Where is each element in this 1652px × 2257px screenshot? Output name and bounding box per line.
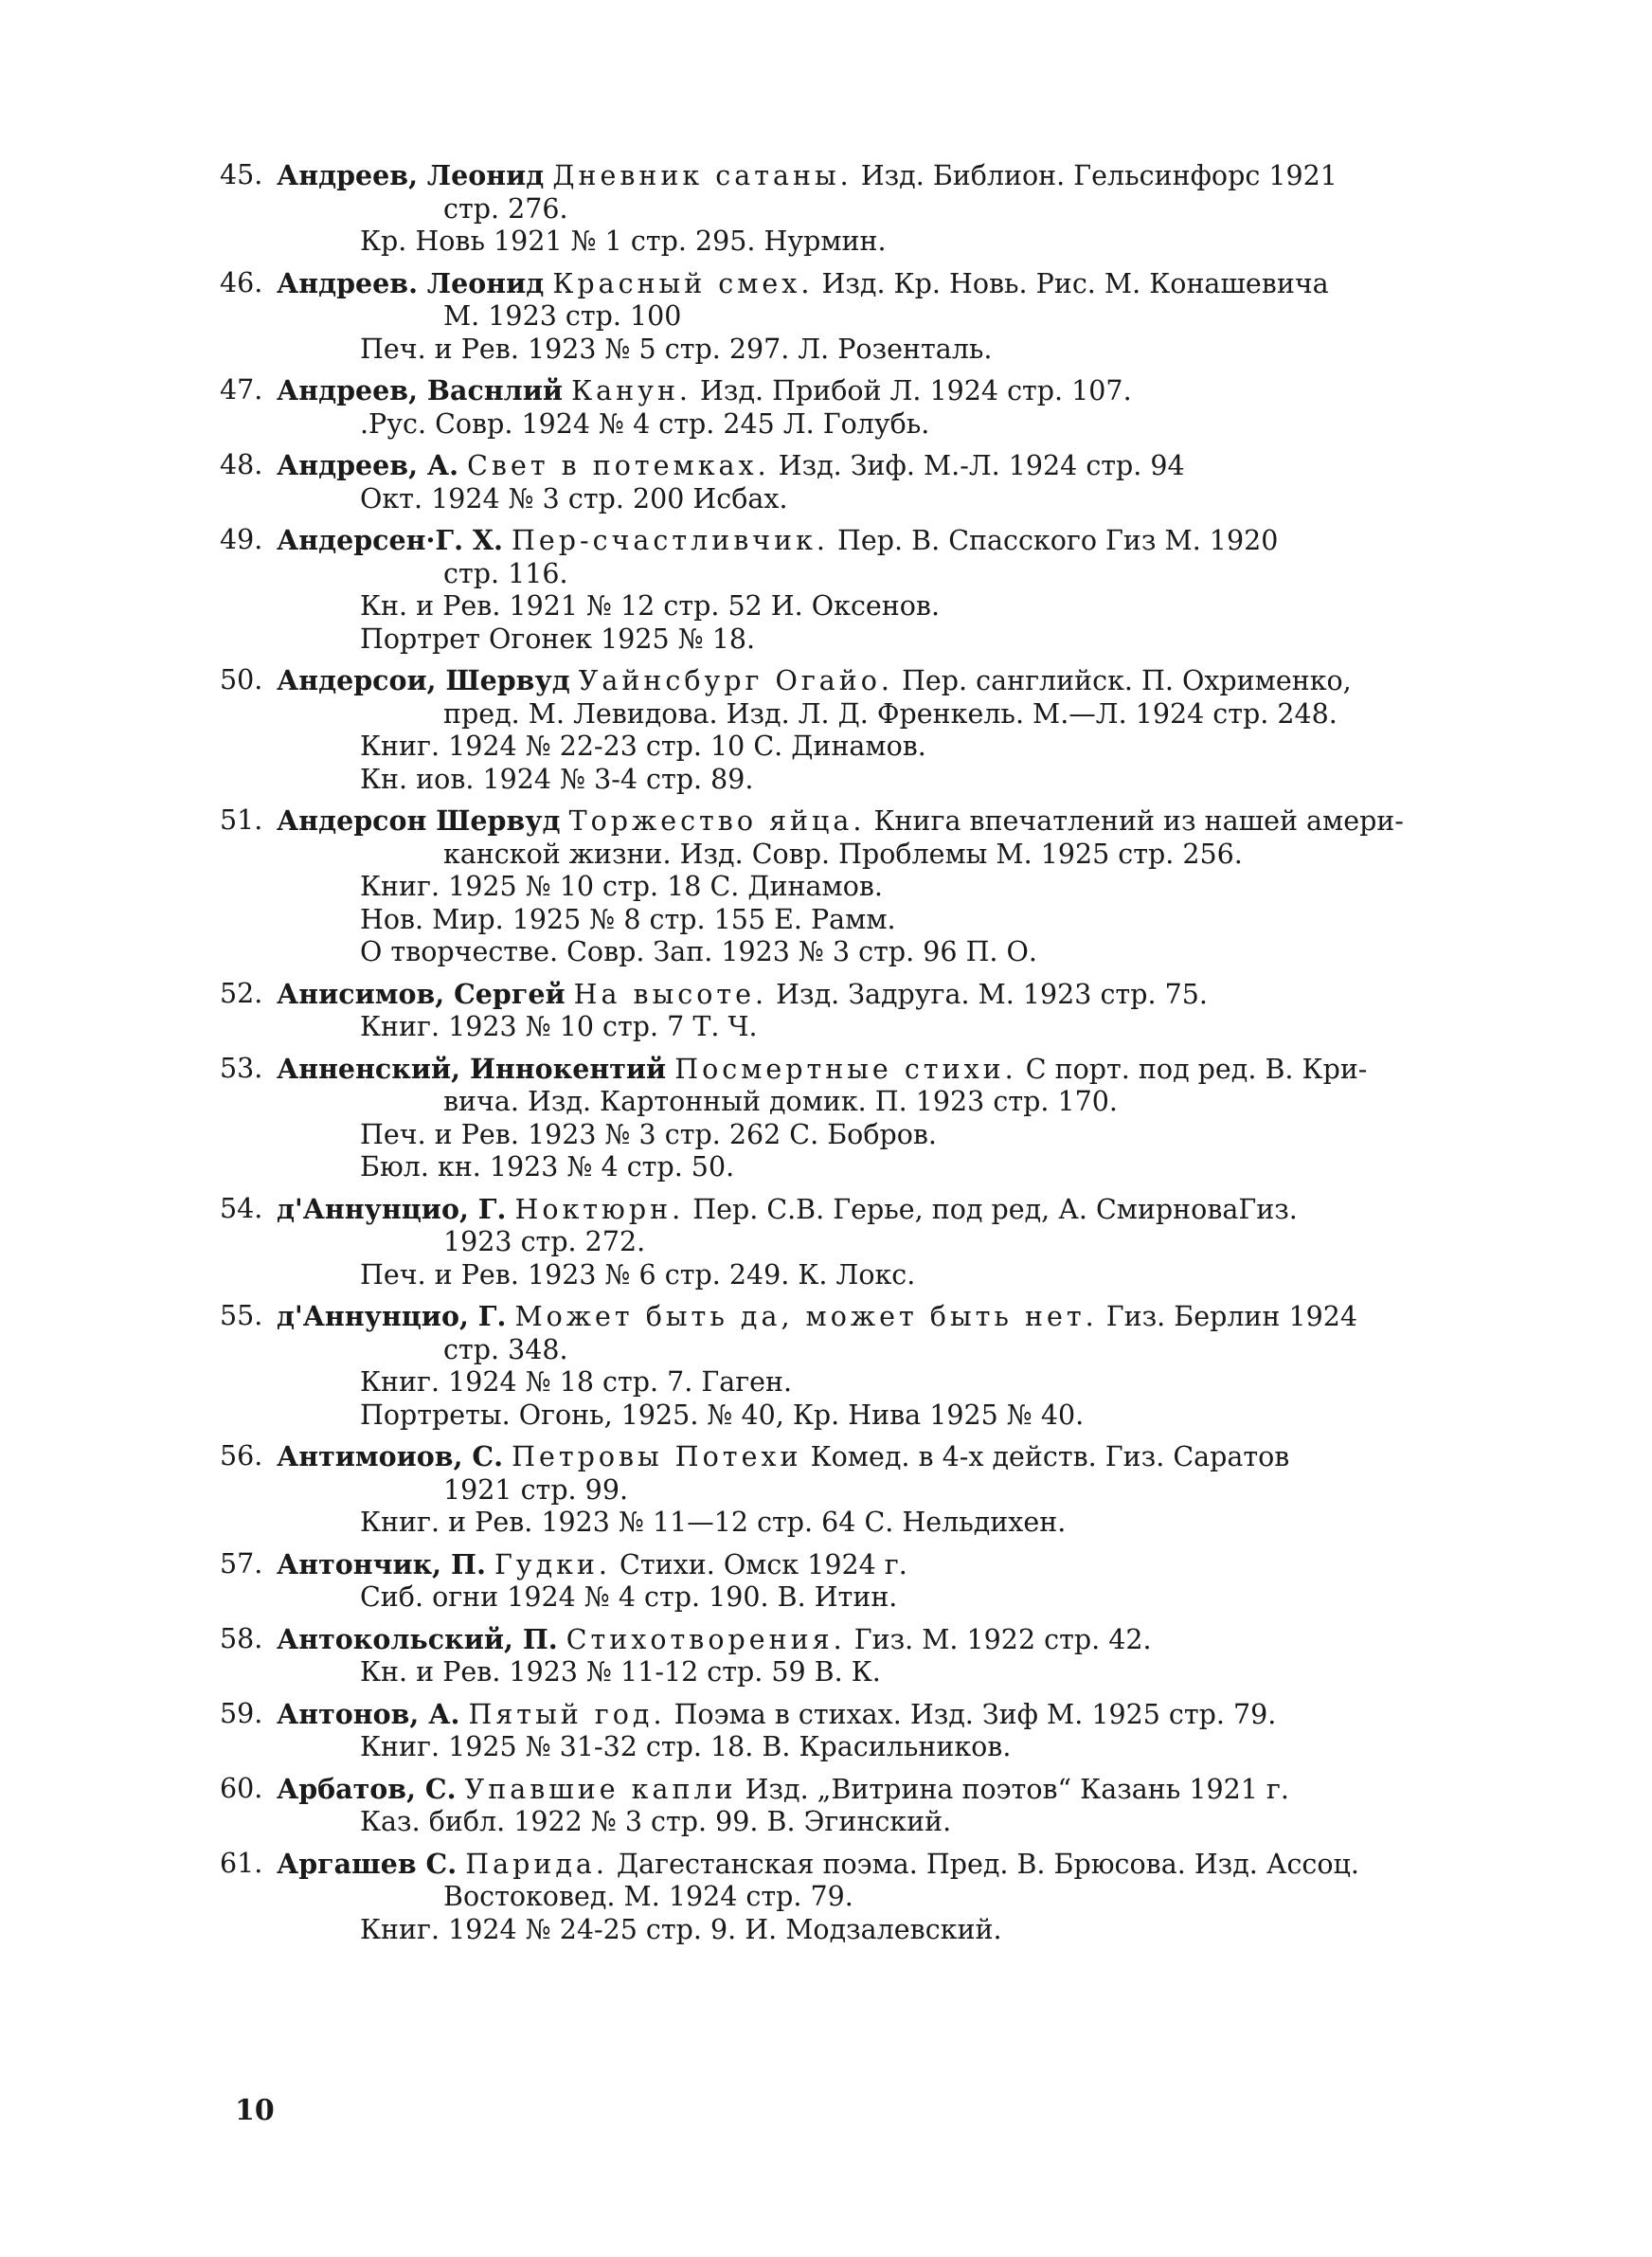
entry-author: Андерсои, Шервуд bbox=[277, 664, 570, 696]
entry-publication: Изд. Библион. Гельсинфорс 1921 bbox=[852, 160, 1338, 191]
entry-review: Печ. и Рев. 1923 № 5 стр. 297. Л. Розенталь. bbox=[360, 333, 993, 365]
entry-review: Книг. 1924 № 22-23 стр. 10 С. Динамов. bbox=[360, 731, 926, 762]
entry-publication: Книга впечатлений из нашей амери- bbox=[865, 805, 1404, 837]
entry-review: Окт. 1924 № 3 стр. 200 Исбах. bbox=[360, 482, 788, 515]
entry-number: 60. bbox=[220, 1772, 263, 1804]
entry-main bbox=[220, 267, 1413, 334]
entry-review: Кр. Новь 1921 № 1 стр. 295. Нурмин. bbox=[360, 226, 887, 257]
bibliography-entry bbox=[220, 374, 1413, 441]
entry-review: О творчестве. Совр. Зап. 1923 № 3 стр. 96 П. О. bbox=[360, 936, 1037, 967]
bibliography-entry bbox=[220, 1698, 1413, 1764]
bibliography-entry bbox=[220, 449, 1413, 515]
entry-main bbox=[220, 1193, 1413, 1259]
entry-title: Ноктюрн. bbox=[514, 1193, 685, 1225]
entry-title: Уайнсбург Огайо. bbox=[578, 665, 893, 696]
entry-publication: Пер. санглийск. П. Охрименко, bbox=[893, 665, 1352, 696]
entry-title: Пятый год. bbox=[468, 1698, 666, 1730]
entry-author: Антокольский, П. bbox=[277, 1622, 558, 1655]
entry-author: Андерсон Шервуд bbox=[277, 804, 561, 837]
entry-publication: Изд. Зиф. М.-Л. 1924 стр. 94 bbox=[769, 450, 1185, 481]
entry-line bbox=[277, 1300, 1404, 1334]
entry-title: Свет в потемках. bbox=[467, 450, 770, 481]
entry-review: Кн. и Рев. 1921 № 12 стр. 52 И. Оксенов. bbox=[360, 590, 941, 622]
entry-author: Андреев. Леонид bbox=[277, 266, 545, 299]
entry-title: Упавшие капли bbox=[464, 1773, 737, 1805]
entry-author: д'Аннунцио, Г. bbox=[277, 1192, 507, 1225]
entry-review: Книг. 1924 № 24-25 стр. 9. И. Модзалевский. bbox=[360, 1913, 1002, 1945]
entry-number: 52. bbox=[220, 977, 263, 1009]
entry-publication: Гиз. Берлин 1924 bbox=[1097, 1301, 1357, 1332]
entry-number: 57. bbox=[220, 1547, 263, 1580]
entry-author: Андреев, Леонид bbox=[277, 159, 545, 191]
entry-number: 55. bbox=[220, 1300, 263, 1331]
entry-number: 56. bbox=[220, 1440, 263, 1472]
entry-review: Книг. 1924 № 18 стр. 7. Гаген. bbox=[360, 1366, 793, 1398]
entry-author: Арбатов, С. bbox=[277, 1772, 457, 1805]
entry-continuation: Востоковед. М. 1924 стр. 79. bbox=[443, 1881, 853, 1912]
bibliography-entry bbox=[220, 159, 1413, 259]
bibliography-entry bbox=[220, 524, 1413, 656]
bibliography-entry bbox=[220, 1848, 1413, 1947]
entry-author: Андерсен·Г. Х. bbox=[277, 524, 503, 556]
entry-publication: Изд. „Витрина поэтов“ Казань 1921 г. bbox=[736, 1773, 1289, 1805]
entry-continuation: канской жизни. Изд. Совр. Проблемы М. 1925 стр. 256. bbox=[443, 838, 1243, 870]
entry-main bbox=[220, 978, 1413, 1012]
entry-line bbox=[277, 1053, 1404, 1087]
entry-title: Может быть да, может быть нет. bbox=[514, 1301, 1098, 1332]
entry-main bbox=[220, 1053, 1413, 1119]
bibliography-list bbox=[220, 159, 1413, 1946]
entry-author: Аргашев С. bbox=[277, 1847, 458, 1880]
entry-review: Книг. 1925 № 10 стр. 18 С. Динамов. bbox=[360, 871, 883, 902]
entry-line bbox=[277, 1698, 1404, 1732]
entry-title: Парида. bbox=[465, 1848, 608, 1880]
bibliography-entry bbox=[220, 804, 1413, 969]
entry-continuation: 1921 стр. 99. bbox=[443, 1473, 629, 1506]
entry-review: Книг. и Рев. 1923 № 11—12 стр. 64 С. Нельдихен. bbox=[360, 1507, 1067, 1538]
entry-author: Андреев, Васнлий bbox=[277, 374, 564, 406]
page-number: 10 bbox=[235, 2094, 275, 2127]
entry-line bbox=[277, 267, 1404, 301]
entry-title: Стихотворения. bbox=[566, 1623, 846, 1655]
entry-main bbox=[220, 1623, 1413, 1657]
bibliography-entry bbox=[220, 1440, 1413, 1540]
entry-line bbox=[277, 1773, 1404, 1807]
entry-main bbox=[220, 1773, 1413, 1807]
entry-title: Посмертные стихи. bbox=[674, 1053, 1017, 1085]
entry-review: Сиб. огни 1924 № 4 стр. 190. В. Итин. bbox=[360, 1581, 898, 1613]
bibliography-entry bbox=[220, 1193, 1413, 1292]
bibliography-entry bbox=[220, 1548, 1413, 1615]
entry-main bbox=[220, 449, 1413, 483]
entry-main bbox=[220, 1698, 1413, 1732]
entry-publication: Гиз. М. 1922 стр. 42. bbox=[845, 1623, 1152, 1655]
entry-main bbox=[220, 1300, 1413, 1366]
entry-main bbox=[220, 1548, 1413, 1582]
entry-publication: Комед. в 4-х действ. Гиз. Саратов bbox=[801, 1441, 1290, 1472]
entry-number: 47. bbox=[220, 374, 263, 406]
entry-title: Петровы Потехи bbox=[512, 1441, 802, 1472]
entry-review: Каз. библ. 1922 № 3 стр. 99. В. Эгинский. bbox=[360, 1806, 952, 1837]
entry-publication: Дагестанская поэма. Пред. В. Брюсова. Изд. Ассоц. bbox=[607, 1848, 1359, 1880]
bibliography-entry bbox=[220, 664, 1413, 796]
entry-author: Андреев, А. bbox=[277, 449, 459, 481]
entry-continuation: пред. М. Левидова. Изд. Л. Д. Френкель. М.—Л. 1924 стр. 248. bbox=[443, 697, 1338, 730]
entry-publication: Пер. С.В. Герье, под ред, А. СмирноваГиз. bbox=[684, 1193, 1298, 1225]
entry-review: Портрет Огонек 1925 № 18. bbox=[360, 623, 756, 655]
entry-title: Канун. bbox=[571, 375, 691, 406]
entry-main bbox=[220, 1440, 1413, 1507]
entry-number: 59. bbox=[220, 1697, 263, 1729]
entry-line bbox=[277, 524, 1404, 558]
entry-number: 50. bbox=[220, 664, 263, 695]
entry-author: Анисимов, Сергей bbox=[277, 977, 566, 1010]
entry-publication: Стихи. Омск 1924 г. bbox=[611, 1548, 907, 1580]
bibliography-entry bbox=[220, 1053, 1413, 1184]
bibliography-entry bbox=[220, 1623, 1413, 1689]
bibliography-entry bbox=[220, 1300, 1413, 1432]
entry-main bbox=[220, 374, 1413, 408]
entry-title: Дневник сатаны. bbox=[552, 160, 853, 191]
entry-line bbox=[277, 449, 1404, 483]
entry-review: Книг. 1925 № 31-32 стр. 18. В. Красильников. bbox=[360, 1731, 1012, 1762]
entry-continuation: стр. 276. bbox=[443, 192, 568, 225]
entry-number: 45. bbox=[220, 159, 263, 190]
entry-review: Книг. 1923 № 10 стр. 7 Т. Ч. bbox=[360, 1011, 758, 1042]
entry-publication: Изд. Прибой Л. 1924 стр. 107. bbox=[691, 375, 1132, 406]
entry-main bbox=[220, 1848, 1413, 1914]
entry-line bbox=[277, 159, 1404, 193]
bibliography-entry bbox=[220, 267, 1413, 367]
entry-line bbox=[277, 1193, 1404, 1227]
bibliography-entry bbox=[220, 978, 1413, 1044]
entry-line bbox=[277, 1848, 1404, 1882]
entry-review: Печ. и Рев. 1923 № 6 стр. 249. К. Локс. bbox=[360, 1258, 916, 1291]
entry-author: д'Аннунцио, Г. bbox=[277, 1300, 507, 1332]
entry-line bbox=[277, 804, 1404, 839]
entry-review: Кн. иов. 1924 № 3-4 стр. 89. bbox=[360, 763, 754, 795]
entry-author: Антонов, А. bbox=[277, 1697, 460, 1730]
entry-number: 51. bbox=[220, 804, 263, 836]
entry-number: 53. bbox=[220, 1052, 263, 1084]
entry-number: 54. bbox=[220, 1192, 263, 1224]
entry-review: Кн. и Рев. 1923 № 11-12 стр. 59 В. К. bbox=[360, 1656, 881, 1688]
entry-line bbox=[277, 374, 1404, 408]
entry-continuation: 1923 стр. 272. bbox=[443, 1226, 646, 1257]
entry-number: 49. bbox=[220, 524, 263, 555]
entry-title: Пер-счастливчик. bbox=[512, 525, 829, 556]
entry-review: Бюл. кн. 1923 № 4 стр. 50. bbox=[360, 1151, 735, 1183]
bibliography-entry bbox=[220, 1773, 1413, 1839]
entry-main bbox=[220, 159, 1413, 226]
entry-title: На высоте. bbox=[573, 978, 768, 1010]
entry-line bbox=[277, 1623, 1404, 1657]
entry-line bbox=[277, 978, 1404, 1012]
entry-review: Печ. и Рев. 1923 № 3 стр. 262 С. Бобров. bbox=[360, 1118, 937, 1150]
entry-number: 58. bbox=[220, 1622, 263, 1654]
entry-main bbox=[220, 664, 1413, 731]
entry-main bbox=[220, 524, 1413, 590]
entry-author: Антончик, П. bbox=[277, 1547, 486, 1580]
entry-title: Торжество яйца. bbox=[568, 805, 866, 837]
entry-title: Красный смех. bbox=[552, 267, 814, 299]
entry-continuation: М. 1923 стр. 100 bbox=[443, 300, 682, 332]
entry-publication: С порт. под ред. В. Кри- bbox=[1016, 1053, 1368, 1085]
entry-publication: Пер. В. Спасского Гиз М. 1920 bbox=[829, 525, 1279, 556]
entry-continuation: стр. 348. bbox=[443, 1333, 568, 1365]
entry-review: Портреты. Огонь, 1925. № 40, Кр. Нива 1925 № 40. bbox=[360, 1399, 1085, 1431]
entry-continuation: вича. Изд. Картонный домик. П. 1923 стр. 170. bbox=[443, 1086, 1118, 1117]
entry-number: 46. bbox=[220, 266, 263, 298]
entry-title: Гудки. bbox=[494, 1548, 611, 1580]
entry-main bbox=[220, 804, 1413, 871]
entry-number: 61. bbox=[220, 1847, 263, 1879]
entry-line bbox=[277, 1440, 1404, 1474]
entry-review: Нов. Мир. 1925 № 8 стр. 155 Е. Рамм. bbox=[360, 903, 896, 935]
entry-line bbox=[277, 1548, 1404, 1582]
entry-publication: Изд. Кр. Новь. Рис. М. Конашевича bbox=[813, 267, 1329, 299]
entry-review: .Рус. Совр. 1924 № 4 стр. 245 Л. Голубь. bbox=[360, 407, 930, 440]
entry-publication: Изд. Задруга. М. 1923 стр. 75. bbox=[767, 978, 1208, 1010]
entry-number: 48. bbox=[220, 449, 263, 480]
entry-continuation: стр. 116. bbox=[443, 557, 568, 589]
entry-publication: Поэма в стихах. Изд. Зиф М. 1925 стр. 79. bbox=[665, 1698, 1277, 1730]
entry-author: Антимоиов, С. bbox=[277, 1440, 504, 1472]
entry-author: Анненский, Иннокентий bbox=[277, 1052, 667, 1085]
entry-line bbox=[277, 664, 1404, 698]
